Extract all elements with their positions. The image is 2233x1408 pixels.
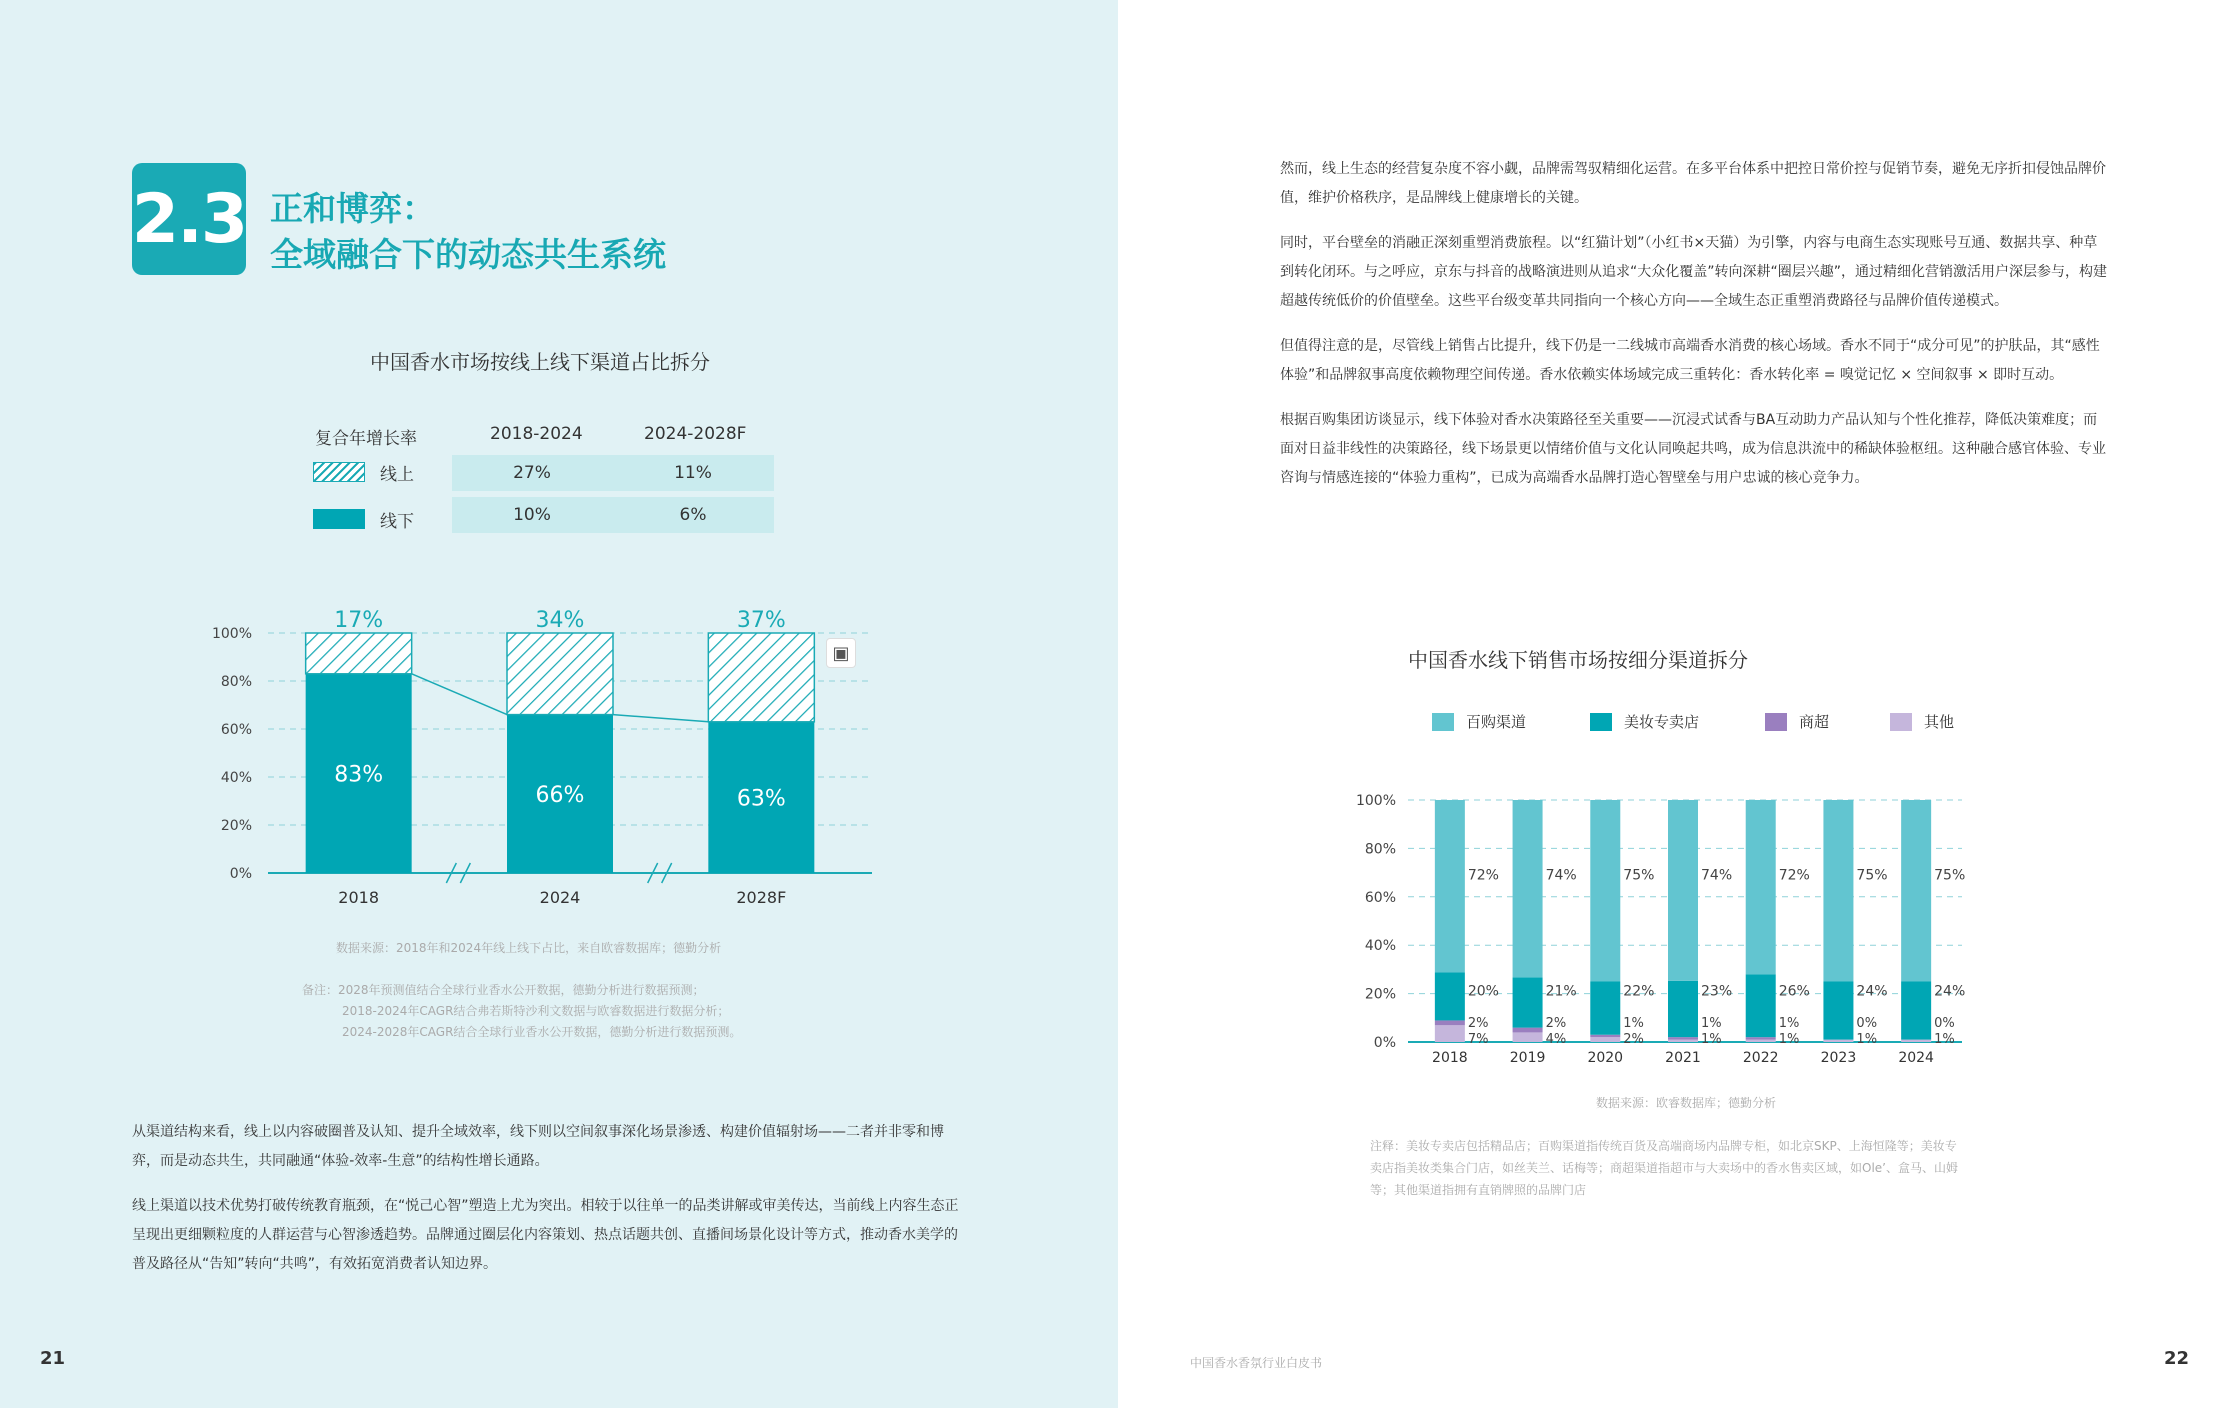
c2-bar-segment (1668, 1037, 1698, 1039)
c2-bar-segment (1513, 977, 1543, 1027)
c2-bar-segment (1513, 1032, 1543, 1042)
c2-y-tick: 100% (1355, 793, 1396, 809)
c2-label-beauty: 20% (1467, 983, 1499, 1000)
c1-y-tick: 80% (220, 674, 252, 690)
c2-y-tick: 20% (1364, 986, 1396, 1003)
c2-label-super: 2% (1545, 1016, 1567, 1032)
c1-label-online: 34% (535, 608, 585, 633)
page-number-left: 21 (40, 1348, 66, 1369)
left-body-text (132, 1118, 960, 1295)
c2-bar-segment (1668, 1040, 1698, 1042)
qr-code-icon[interactable]: ▣ (826, 638, 856, 668)
legend-super-swatch (1765, 713, 1787, 731)
c2-bar-segment (1901, 1040, 1931, 1042)
legend-beauty (1590, 711, 1699, 732)
c2-bar-segment (1435, 800, 1465, 973)
right-paragraph-3: 但值得注意的是，尽管线上销售占比提升，线下仍是一二线城市高端香水消费的核心场域。香水不同于“成分可见”的护肤品，其“感性体验”和品牌叙事高度依赖物理空间传递。香水依赖实体场域完成三重转化：香水转化率 = 嗅觉记忆 × 空间叙事 × 即时互动。 (1280, 338, 2100, 383)
cagr-row-online-label: 线上 (380, 465, 414, 485)
online-hatch-swatch (313, 462, 365, 482)
chart1-note-1: 备注：2028年预测值结合全球行业香水公开数据，德勤分析进行数据预测； (302, 983, 705, 997)
c2-x-tick: 2022 (1742, 1050, 1779, 1066)
c2-label-beauty: 24% (1934, 983, 1966, 1000)
c2-label-super: 0% (1934, 1016, 1955, 1032)
c2-bar-segment (1746, 800, 1776, 974)
section-number-badge: 2.3 (132, 163, 246, 275)
c2-x-tick: 2023 (1820, 1050, 1857, 1066)
c2-label-other: 1% (1778, 1032, 1800, 1047)
left-paragraph-1: 从渠道结构来看，线上以内容破圈普及认知、提升全域效率，线下则以空间叙事深化场景渗透、构建价值辐射场——二者并非零和博弈，而是动态共生，共同融通“体验-效率-生意”的结构性增长通路。 (132, 1124, 944, 1169)
c2-bar-segment (1668, 800, 1698, 981)
section-title (270, 186, 666, 278)
c2-label-other: 2% (1623, 1032, 1644, 1047)
c2-x-tick: 2019 (1509, 1050, 1546, 1066)
c2-y-tick: 60% (1364, 889, 1396, 906)
c2-bar-segment (1590, 982, 1620, 1035)
legend-beauty-swatch (1590, 713, 1612, 731)
cagr-col2-header: 2024-2028F (644, 424, 747, 444)
legend-other-swatch (1890, 713, 1912, 731)
chart2-source: 数据来源：欧睿数据库；德勤分析 (1596, 1096, 1777, 1110)
c2-bar-segment (1746, 1040, 1776, 1042)
c2-x-tick: 2024 (1898, 1050, 1934, 1066)
c1-y-tick: 100% (211, 626, 252, 642)
legend-other-label: 其他 (1924, 713, 1955, 731)
c2-bar-segment (1513, 800, 1543, 977)
chart2-title: 中国香水线下销售市场按细分渠道拆分 (1408, 648, 1748, 672)
cagr-offline-v2: 6% (612, 497, 774, 533)
c2-bar-segment (1668, 981, 1698, 1037)
chart2-note-2: 卖店指美妆类集合门店，如丝芙兰、话梅等；商超渠道指超市与大卖场中的香水售卖区域，如Ole’、盒马、山姆 (1370, 1161, 1958, 1175)
c2-label-other: 1% (1856, 1032, 1878, 1047)
right-body-text (1280, 155, 2110, 509)
c2-bar-segment (1435, 973, 1465, 1021)
c1-trend-line (412, 674, 507, 715)
right-page (1118, 0, 2233, 1408)
c2-label-dept: 74% (1545, 867, 1577, 884)
section-title-line2: 全域融合下的动态共生系统 (270, 235, 666, 274)
c2-bar-segment (1823, 800, 1853, 982)
c2-label-other: 4% (1545, 1032, 1567, 1047)
cagr-header-label: 复合年增长率 (315, 429, 417, 449)
c1-x-tick: 2018 (338, 888, 380, 907)
c2-bar-segment (1823, 1040, 1853, 1042)
chart1-title: 中国香水市场按线上线下渠道占比拆分 (370, 350, 710, 374)
legend-dept-swatch (1432, 713, 1454, 731)
c1-y-tick: 60% (220, 722, 252, 738)
page-number-right: 22 (2164, 1348, 2190, 1369)
chart2-offline-channel-breakdown (1340, 780, 2040, 1070)
c1-label-online: 17% (334, 608, 384, 633)
c1-bar-online (708, 633, 814, 722)
legend-dept (1432, 711, 1526, 732)
c2-label-beauty: 22% (1623, 983, 1655, 1000)
c1-y-tick: 40% (220, 770, 252, 786)
cagr-online-v1: 27% (452, 455, 612, 491)
chart1-online-offline-share (200, 595, 900, 930)
c2-label-super: 0% (1856, 1016, 1878, 1032)
c1-label-offline: 83% (334, 762, 384, 788)
c2-label-beauty: 21% (1545, 983, 1577, 1000)
cagr-offline-v1: 10% (452, 497, 612, 533)
c2-bar-segment (1513, 1028, 1543, 1033)
c2-bar-segment (1901, 982, 1931, 1040)
c2-label-other: 1% (1701, 1032, 1722, 1047)
c2-y-tick: 80% (1364, 841, 1396, 858)
c2-bar-segment (1590, 800, 1620, 982)
cagr-online-v2: 11% (612, 455, 774, 491)
legend-super (1765, 711, 1829, 732)
c2-bar-segment (1590, 1037, 1620, 1042)
c2-label-super: 1% (1623, 1016, 1644, 1032)
legend-dept-label: 百购渠道 (1466, 713, 1527, 731)
right-paragraph-4: 根据百购集团访谈显示，线下体验对香水决策路径至关重要——沉浸式试香与BA互动助力产品认知与个性化推荐，降低决策难度；而面对日益非线性的决策路径，线下场景更以情绪价值与文化认同唤起共鸣，成为信息洪流中的稀缺体验枢纽。这种融合感官体验、专业咨询与情感连接的“体验力重构”，已成为高端香水品牌打造心智壁垒与用户忠诚的核心竞争力。 (1280, 412, 2106, 486)
c1-y-tick: 0% (229, 866, 252, 882)
c2-label-super: 1% (1778, 1016, 1800, 1032)
c2-label-dept: 72% (1778, 867, 1810, 884)
cagr-col1-header: 2018-2024 (490, 424, 583, 444)
c2-x-tick: 2021 (1665, 1050, 1701, 1066)
chart2-note-3: 等；其他渠道指拥有直销牌照的品牌门店 (1370, 1183, 1587, 1197)
c2-label-dept: 75% (1623, 867, 1655, 884)
legend-beauty-label: 美妆专卖店 (1624, 713, 1700, 731)
c2-y-tick: 40% (1364, 938, 1396, 955)
c2-bar-segment (1746, 974, 1776, 1037)
c2-y-tick: 0% (1373, 1035, 1396, 1051)
c1-y-tick: 20% (220, 818, 252, 834)
chart1-note-2: 2018-2024年CAGR结合弗若斯特沙利文数据与欧睿数据进行数据分析； (342, 1004, 730, 1018)
section-title-line1: 正和博弈： (270, 189, 435, 228)
c2-label-beauty: 26% (1778, 983, 1810, 1000)
c2-label-other: 7% (1467, 1032, 1489, 1047)
c2-label-dept: 74% (1701, 867, 1733, 884)
c1-label-offline: 66% (535, 782, 585, 808)
c1-bar-online (306, 633, 412, 674)
right-paragraph-1: 然而，线上生态的经营复杂度不容小觑，品牌需驾驭精细化运营。在多平台体系中把控日常价控与促销节奏，避免无序折扣侵蚀品牌价值，维护价格秩序，是品牌线上健康增长的关键。 (1280, 161, 2106, 206)
c2-label-beauty: 24% (1856, 983, 1888, 1000)
cagr-row-offline-label: 线下 (380, 512, 414, 532)
chart1-source: 数据来源：2018年和2024年线上线下占比，来自欧睿数据库；德勤分析 (336, 941, 722, 955)
c2-label-dept: 75% (1856, 867, 1888, 884)
c2-x-tick: 2020 (1587, 1050, 1624, 1066)
c1-label-online: 37% (736, 608, 786, 633)
right-paragraph-2: 同时，平台壁垒的消融正深刻重塑消费旅程。以“红猫计划”（小红书×天猫）为引擎，内容与电商生态实现账号互通、数据共享、种草到转化闭环。与之呼应，京东与抖音的战略演进则从追求“大众化覆盖”转向深耕“圈层兴趣”，通过精细化营销激活用户深层参与，构建超越传统低价的价值壁垒。这些平台级变革共同指向一个核心方向——全域生态正重塑消费路径与品牌价值传递模式。 (1280, 235, 2108, 309)
c2-bar-segment (1746, 1037, 1776, 1039)
c1-x-tick: 2028F (736, 888, 787, 907)
c2-x-tick: 2018 (1432, 1050, 1468, 1066)
c2-bar-segment (1435, 1020, 1465, 1025)
c2-label-other: 1% (1934, 1032, 1955, 1047)
c1-label-offline: 63% (736, 786, 786, 812)
c2-bar-segment (1901, 800, 1931, 982)
c2-label-super: 2% (1467, 1016, 1489, 1032)
c1-bar-online (507, 633, 613, 715)
c2-bar-segment (1590, 1035, 1620, 1037)
c2-bar-segment (1435, 1025, 1465, 1042)
c1-x-tick: 2024 (539, 888, 581, 907)
left-paragraph-2: 线上渠道以技术优势打破传统教育瓶颈，在“悦己心智”塑造上尤为突出。相较于以往单一的品类讲解或审美传达，当前线上内容生态正呈现出更细颗粒度的人群运营与心智渗透趋势。品牌通过圈层化内容策划、热点话题共创、直播间场景化设计等方式，推动香水美学的普及路径从“告知”转向“共鸣”，有效拓宽消费者认知边界。 (132, 1198, 959, 1272)
c2-bar-segment (1823, 982, 1853, 1040)
c2-label-dept: 75% (1934, 867, 1966, 884)
c2-label-beauty: 23% (1701, 983, 1733, 1000)
c2-label-dept: 72% (1467, 867, 1499, 884)
c2-label-super: 1% (1701, 1016, 1722, 1032)
legend-other (1890, 711, 1954, 732)
c1-trend-line (613, 715, 708, 722)
footer-title: 中国香水香氛行业白皮书 (1190, 1356, 1323, 1370)
legend-super-label: 商超 (1799, 713, 1830, 731)
chart2-note-1: 注释：美妆专卖店包括精品店；百购渠道指传统百货及高端商场内品牌专柜，如北京SKP、上海恒隆等；美妆专 (1370, 1139, 1957, 1153)
chart1-note-3: 2024-2028年CAGR结合全球行业香水公开数据，德勤分析进行数据预测。 (342, 1025, 742, 1039)
offline-solid-swatch (313, 509, 365, 529)
